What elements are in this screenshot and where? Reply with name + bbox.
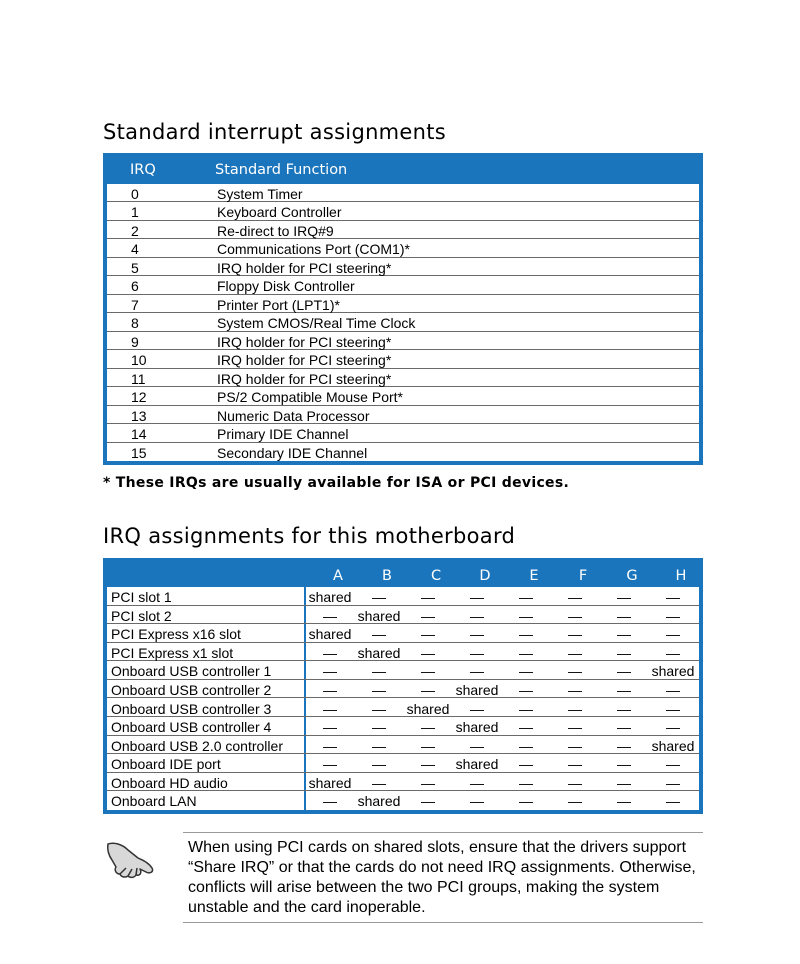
table-row: [107, 754, 699, 773]
irq-function: System CMOS/Real Time Clock: [217, 315, 416, 332]
column-header-c: C: [430, 568, 442, 584]
table-row: [107, 406, 699, 424]
irq-cell: shared: [357, 607, 401, 624]
irq-cell: —: [372, 774, 386, 791]
table-row: [107, 295, 699, 313]
irq-cell: —: [519, 607, 533, 624]
irq-cell: —: [617, 700, 631, 717]
irq-cell: —: [617, 756, 631, 773]
irq-cell: shared: [357, 644, 401, 661]
table-row: [107, 736, 699, 755]
irq-number: 13: [131, 407, 147, 424]
irq-cell: —: [421, 737, 435, 754]
irq-cell: —: [666, 756, 680, 773]
irq-cell: —: [617, 626, 631, 643]
table-row: [107, 606, 699, 625]
irq-cell: —: [519, 774, 533, 791]
column-header-f: F: [578, 568, 588, 584]
irq-cell: —: [372, 663, 386, 680]
irq-function: Keyboard Controller: [217, 204, 342, 221]
table-row: [107, 221, 699, 239]
irq-number: 8: [131, 315, 139, 332]
irq-number: 6: [131, 278, 139, 295]
irq-cell: —: [372, 681, 386, 698]
device-name: Onboard USB controller 3: [111, 700, 272, 717]
function-column-header: Standard Function: [215, 162, 348, 178]
table-row: [107, 332, 699, 350]
irq-cell: —: [323, 663, 337, 680]
table-row: [107, 680, 699, 699]
irq-cell: —: [617, 663, 631, 680]
device-name: Onboard USB controller 1: [111, 663, 272, 680]
irq-cell: —: [519, 644, 533, 661]
irq-cell: —: [568, 626, 582, 643]
irq-cell: shared: [406, 700, 450, 717]
column-header-b: B: [382, 568, 392, 584]
irq-cell: —: [323, 681, 337, 698]
note-bottom-rule: [183, 922, 703, 923]
table-row: [107, 184, 699, 202]
irq-column-header: IRQ: [130, 162, 156, 178]
table-row: [107, 699, 699, 718]
irq-cell: —: [666, 774, 680, 791]
irq-function: Floppy Disk Controller: [217, 278, 355, 295]
irq-cell: shared: [308, 589, 352, 605]
irq-cell: —: [323, 737, 337, 754]
irq-cell: —: [519, 663, 533, 680]
irq-cell: —: [421, 756, 435, 773]
standard-table-header: [103, 153, 703, 184]
table-row: [107, 369, 699, 387]
device-name: Onboard HD audio: [111, 774, 228, 791]
irq-function: Communications Port (COM1)*: [217, 241, 410, 258]
irq-number: 9: [131, 333, 139, 350]
table-row: [107, 587, 699, 606]
table-row: [107, 202, 699, 220]
irq-cell: —: [372, 700, 386, 717]
irq-number: 7: [131, 296, 139, 313]
irq-cell: —: [617, 589, 631, 605]
device-name: Onboard USB controller 2: [111, 681, 272, 698]
irq-cell: shared: [455, 719, 499, 736]
irq-cell: —: [568, 774, 582, 791]
irq-cell: —: [470, 626, 484, 643]
irq-cell: —: [568, 663, 582, 680]
irq-cell: —: [666, 607, 680, 624]
standard-interrupts-table: [103, 153, 703, 465]
irq-function: IRQ holder for PCI steering*: [217, 352, 392, 369]
irq-cell: —: [666, 700, 680, 717]
table-row: [107, 313, 699, 331]
table-row: [107, 239, 699, 257]
irq-cell: —: [617, 607, 631, 624]
irq-cell: —: [372, 737, 386, 754]
irq-function: Numeric Data Processor: [217, 407, 370, 424]
irq-cell: —: [421, 719, 435, 736]
table-row: [107, 717, 699, 736]
irq-cell: —: [617, 644, 631, 661]
irq-cell: —: [470, 589, 484, 605]
column-header-e: E: [529, 568, 539, 584]
irq-number: 0: [131, 186, 139, 202]
irq-cell: —: [666, 719, 680, 736]
irq-number: 1: [131, 204, 139, 221]
irq-cell: —: [421, 681, 435, 698]
irq-cell: —: [666, 626, 680, 643]
irq-cell: —: [519, 756, 533, 773]
irq-function: Re-direct to IRQ#9: [217, 222, 334, 239]
irq-cell: —: [470, 737, 484, 754]
irq-cell: —: [519, 793, 533, 810]
table-row: [107, 624, 699, 643]
irq-cell: —: [568, 589, 582, 605]
table-row: [107, 643, 699, 662]
pointing-hand-icon: [104, 838, 156, 882]
irq-cell: —: [470, 793, 484, 810]
device-name: Onboard USB controller 4: [111, 719, 272, 736]
device-name: PCI slot 2: [111, 607, 172, 624]
column-header-a: A: [333, 568, 343, 584]
irq-cell: —: [568, 681, 582, 698]
motherboard-irq-table: [103, 558, 703, 814]
table-row: [107, 773, 699, 792]
irq-cell: —: [372, 626, 386, 643]
table-row: [107, 424, 699, 442]
irq-cell: —: [372, 589, 386, 605]
table-row: [107, 387, 699, 405]
note-top-rule: [183, 832, 703, 833]
irq-cell: —: [323, 644, 337, 661]
irq-cell: —: [421, 774, 435, 791]
irq-number: 10: [131, 352, 147, 369]
irq-cell: shared: [455, 681, 499, 698]
irq-cell: —: [421, 644, 435, 661]
irq-function: IRQ holder for PCI steering*: [217, 259, 392, 276]
irq-cell: —: [568, 700, 582, 717]
irq-function: IRQ holder for PCI steering*: [217, 333, 392, 350]
table-row: [107, 443, 699, 461]
irq-number: 2: [131, 222, 139, 239]
irq-function: System Timer: [217, 186, 303, 202]
irq-number: 5: [131, 259, 139, 276]
irq-cell: —: [568, 793, 582, 810]
irq-cell: shared: [651, 737, 695, 754]
irq-cell: —: [666, 681, 680, 698]
irq-cell: shared: [308, 626, 352, 643]
device-name: Onboard LAN: [111, 793, 197, 810]
irq-cell: —: [421, 626, 435, 643]
device-name: PCI Express x1 slot: [111, 644, 234, 661]
device-name: Onboard IDE port: [111, 756, 221, 773]
irq-function: PS/2 Compatible Mouse Port*: [217, 389, 403, 406]
irq-cell: —: [519, 626, 533, 643]
irq-cell: —: [666, 589, 680, 605]
irq-cell: —: [519, 719, 533, 736]
irq-number: 11: [131, 370, 146, 387]
table-row: [107, 791, 699, 810]
irq-cell: —: [323, 793, 337, 810]
irq-cell: shared: [357, 793, 401, 810]
irq-cell: —: [617, 774, 631, 791]
irq-cell: —: [666, 644, 680, 661]
motherboard-irq-heading: IRQ assignments for this motherboard: [103, 524, 516, 548]
irq-cell: —: [421, 663, 435, 680]
irq-cell: —: [470, 644, 484, 661]
irq-number: 14: [131, 426, 147, 443]
device-name: Onboard USB 2.0 controller: [111, 737, 283, 754]
irq-cell: —: [421, 793, 435, 810]
irq-cell: —: [666, 793, 680, 810]
irq-cell: —: [519, 700, 533, 717]
irq-cell: —: [372, 719, 386, 736]
irq-cell: —: [372, 756, 386, 773]
irq-cell: —: [617, 681, 631, 698]
irq-cell: —: [568, 607, 582, 624]
irq-number: 12: [131, 389, 147, 406]
irq-number: 4: [131, 241, 139, 258]
table-row: [107, 661, 699, 680]
irq-cell: shared: [308, 774, 352, 791]
irq-function: IRQ holder for PCI steering*: [217, 370, 392, 387]
table-row: [107, 258, 699, 276]
irq-cell: shared: [455, 756, 499, 773]
irq-cell: —: [323, 756, 337, 773]
column-header-d: D: [479, 568, 491, 584]
irq-cell: —: [470, 607, 484, 624]
irq-cell: —: [568, 756, 582, 773]
irq-function: Secondary IDE Channel: [217, 444, 368, 461]
irq-cell: —: [323, 700, 337, 717]
note-text: When using PCI cards on shared slots, ensure that the drivers support “Share IRQ” or that the cards do not need IRQ assignments. Otherwise, conflicts will arise between the two PCI groups, making the system unstable and the card inoperable.: [188, 839, 696, 916]
irq-cell: —: [470, 663, 484, 680]
irq-function: Primary IDE Channel: [217, 426, 349, 443]
device-name: PCI slot 1: [111, 589, 172, 605]
footnote: * These IRQs are usually available for ISA or PCI devices.: [103, 475, 570, 491]
column-header-g: G: [626, 568, 638, 584]
irq-cell: —: [470, 700, 484, 717]
irq-cell: —: [568, 644, 582, 661]
irq-cell: —: [323, 607, 337, 624]
irq-cell: —: [323, 719, 337, 736]
table-row: [107, 350, 699, 368]
standard-interrupts-heading: Standard interrupt assignments: [103, 120, 447, 144]
irq-cell: —: [519, 737, 533, 754]
irq-cell: —: [519, 589, 533, 605]
irq-cell: —: [519, 681, 533, 698]
standard-table-body: [107, 184, 699, 461]
irq-function: Printer Port (LPT1)*: [217, 296, 340, 313]
irq-cell: —: [421, 589, 435, 605]
irq-cell: —: [617, 793, 631, 810]
irq-cell: —: [617, 719, 631, 736]
irq-cell: —: [568, 737, 582, 754]
irq-cell: shared: [651, 663, 695, 680]
irq-cell: —: [421, 607, 435, 624]
column-header-h: H: [675, 568, 687, 584]
irq-number: 15: [131, 444, 147, 461]
irq-cell: —: [470, 774, 484, 791]
irq-cell: —: [568, 719, 582, 736]
irq-cell: —: [617, 737, 631, 754]
irq-table-body: [107, 587, 699, 810]
table-row: [107, 276, 699, 294]
device-name: PCI Express x16 slot: [111, 626, 241, 643]
